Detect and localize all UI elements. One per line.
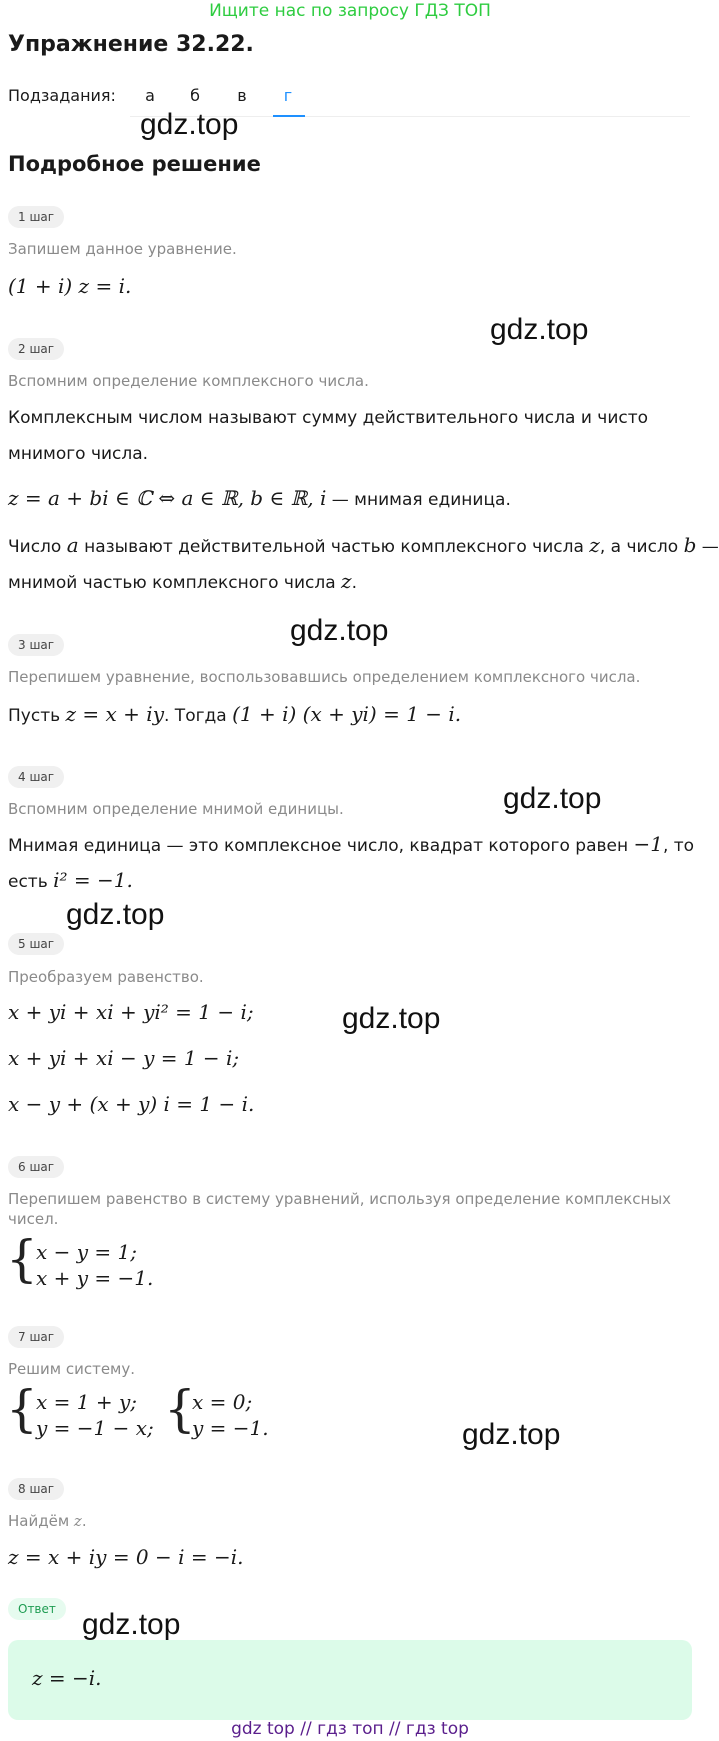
text: , а число xyxy=(599,537,684,557)
equation: x + yi + xi − y = 1 − i; xyxy=(8,1046,240,1070)
text-line: мнимого числа. xyxy=(8,444,149,464)
step-hint: Перепишем уравнение, воспользовавшись определением комплексного числа. xyxy=(8,668,641,686)
step-badge: 5 шаг xyxy=(8,933,64,955)
step-badge: 1 шаг xyxy=(8,206,64,228)
text: . xyxy=(81,1512,87,1530)
equation: i² = −1. xyxy=(53,868,133,892)
var-a: a xyxy=(66,533,79,557)
var-z: z xyxy=(73,1512,82,1530)
step-badge: 7 шаг xyxy=(8,1326,64,1348)
system-brace: { xyxy=(6,1380,38,1438)
equation: z = a + bi ∈ ℂ ⇔ a ∈ ℝ, b ∈ ℝ, i xyxy=(8,486,327,510)
equation: z = x + iy = 0 − i = −i. xyxy=(8,1545,244,1569)
step-hint: Решим систему. xyxy=(8,1360,136,1378)
step-badge: 4 шаг xyxy=(8,766,64,788)
watermark: gdz.top xyxy=(140,108,239,141)
watermark: gdz.top xyxy=(490,313,589,346)
text: , то xyxy=(662,836,695,856)
watermark: gdz.top xyxy=(462,1418,561,1451)
equation: (1 + i) z = i. xyxy=(8,274,132,298)
text: мнимой частью комплексного числа xyxy=(8,573,342,593)
page-title: Упражнение 32.22. xyxy=(8,32,254,57)
var-z: z xyxy=(589,533,600,557)
watermark: gdz.top xyxy=(290,614,389,647)
text: есть xyxy=(8,872,54,892)
tab-g[interactable]: г xyxy=(283,86,293,105)
text-line xyxy=(8,862,133,900)
answer-badge: Ответ xyxy=(8,1598,66,1620)
text-line xyxy=(8,527,719,565)
tab-a[interactable]: а xyxy=(145,86,155,105)
step-hint: Перепишем равенство в систему уравнений, используя определение комплексных xyxy=(8,1190,672,1208)
equation: x + yi + xi + yi² = 1 − i; xyxy=(8,1000,254,1024)
equation: y = −1. xyxy=(192,1416,269,1440)
answer-value: z = −i. xyxy=(32,1666,102,1690)
text: Найдём xyxy=(8,1512,74,1530)
step-badge: 6 шаг xyxy=(8,1156,64,1178)
step-hint: Вспомним определение комплексного числа. xyxy=(8,372,369,390)
var-b: b xyxy=(683,533,697,557)
step-hint: Вспомним определение мнимой единицы. xyxy=(8,800,344,818)
text: — мнимая единица. xyxy=(326,490,511,510)
text: . Тогда xyxy=(164,706,233,726)
text-line: Комплексным числом называют сумму действительного числа и чисто xyxy=(8,408,649,428)
equation: x = 0; xyxy=(192,1390,253,1414)
section-title: Подробное решение xyxy=(8,152,261,176)
step-hint xyxy=(8,1512,87,1530)
system-brace: { xyxy=(6,1230,38,1288)
equation: x = 1 + y; xyxy=(36,1390,137,1414)
equation: z = x + iy xyxy=(65,702,164,726)
subtasks-label: Подзадания: xyxy=(8,86,116,105)
watermark: gdz.top xyxy=(82,1608,181,1641)
watermark: gdz.top xyxy=(342,1002,441,1035)
equation: x − y = 1; xyxy=(36,1240,137,1264)
tab-b[interactable]: б xyxy=(190,86,200,105)
top-banner: Ищите нас по запросу ГДЗ ТОП xyxy=(209,1,491,21)
number: −1 xyxy=(633,832,663,856)
var-z: z xyxy=(341,569,352,593)
active-tab-indicator xyxy=(273,115,305,117)
text: Пусть xyxy=(8,706,66,726)
text: называют действительной частью комплексного числа xyxy=(78,537,590,557)
text: Мнимая единица — это комплексное число, квадрат которого равен xyxy=(8,836,634,856)
answer-box xyxy=(8,1640,692,1720)
step-badge: 3 шаг xyxy=(8,634,64,656)
equation: x − y + (x + y) i = 1 − i. xyxy=(8,1092,255,1116)
definition-line xyxy=(8,480,511,518)
text-line xyxy=(8,563,357,601)
equation: (1 + i) (x + yi) = 1 − i. xyxy=(232,702,462,726)
text: Число xyxy=(8,537,67,557)
tab-v[interactable]: в xyxy=(237,86,247,105)
step-badge: 8 шаг xyxy=(8,1478,64,1500)
step-hint: чисел. xyxy=(8,1210,59,1228)
text: . xyxy=(351,573,357,593)
footer-links[interactable]: gdz top // гдз топ // гдз top xyxy=(231,1719,469,1739)
equation: y = −1 − x; xyxy=(36,1416,154,1440)
watermark: gdz.top xyxy=(503,782,602,815)
step-hint: Преобразуем равенство. xyxy=(8,968,204,986)
text: — xyxy=(696,537,719,557)
text-line xyxy=(8,826,694,864)
system-brace: { xyxy=(164,1380,196,1438)
text-line xyxy=(8,696,461,734)
equation: x + y = −1. xyxy=(36,1266,154,1290)
watermark: gdz.top xyxy=(66,898,165,931)
step-badge: 2 шаг xyxy=(8,338,64,360)
step-hint: Запишем данное уравнение. xyxy=(8,240,237,258)
